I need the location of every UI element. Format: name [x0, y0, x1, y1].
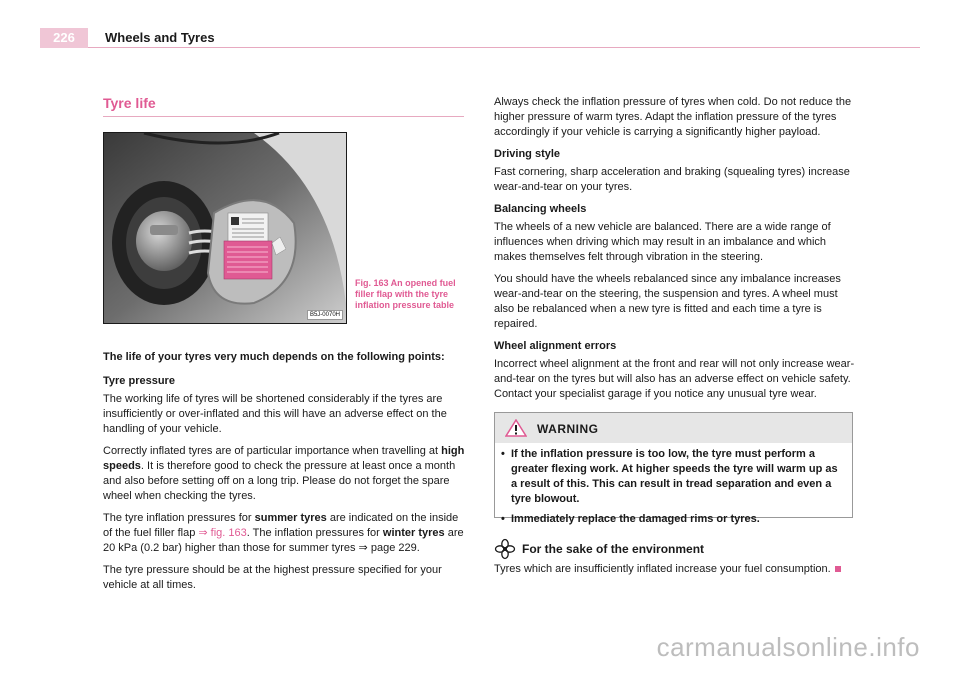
fuel-flap-illustration: [104, 133, 347, 324]
figure-link[interactable]: ⇒ fig. 163: [198, 527, 247, 539]
warning-body: [495, 443, 852, 527]
figure-caption: Fig. 163 An opened fuel filler flap with the tyre inflation pressure table: [355, 278, 456, 310]
header-title: Wheels and Tyres: [105, 30, 215, 45]
section-rule: [103, 116, 464, 117]
environment-note: [494, 538, 856, 577]
warning-triangle-icon: [505, 419, 527, 437]
paragraph-check-cold: Always check the inflation pressure of tyres when cold. Do not reduce the higher pressure of warm tyres. Adapt the inflation pressure of the tyres accordingly if your vehicle is carrying a significantly higher payload.: [494, 96, 852, 138]
watermark: carmanualsonline.info: [656, 632, 920, 662]
figure-code: B5J-0070H: [307, 310, 343, 320]
paragraph-summer-winter: The tyre inflation pressures for summer tyres are indicated on the inside of the fuel filler flap ⇒ fig. 163. The inflation pressures for winter tyres are 20 kPa (0.2 bar) higher than those for summer tyres ⇒ page 229.: [103, 512, 464, 554]
end-mark-icon: [835, 566, 841, 572]
warning-header: [495, 413, 852, 443]
subheading-balancing: Balancing wheels: [494, 203, 587, 215]
warning-item: • If the inflation pressure is too low, the tyre must perform a greater flexing work. At higher speeds the tyre will warm up as a result of this. This can result in tread separation and even a tyre blowout.: [501, 448, 838, 505]
paragraph-working-life: The working life of tyres will be shortened considerably if the tyres are insufficiently or over-inflated and this will have an adverse effect on the handling of your vehicle.: [103, 393, 447, 435]
environment-title: For the sake of the environment: [522, 542, 705, 556]
subheading-tyre-pressure: Tyre pressure: [103, 375, 175, 387]
paragraph-highest-pressure: The tyre pressure should be at the highest pressure specified for your vehicle at all times.: [103, 564, 442, 591]
paragraph-alignment: Incorrect wheel alignment at the front and rear will not only increase wear-and-tear on the tyres but will also has an adverse effect on vehicle safety. Contact your specialist garage if you notice any unusual tyre wear.: [494, 358, 855, 400]
page-number: 226: [40, 28, 88, 48]
paragraph-high-speeds: Correctly inflated tyres are of particular importance when travelling at high speeds. It is therefore good to check the pressure at least once a month and also before setting off on a long trip. Please do not forget the spare wheel when checking the tyres.: [103, 445, 465, 502]
environment-text: Tyres which are insufficiently inflated increase your fuel consumption.: [494, 562, 856, 577]
subheading-driving-style: Driving style: [494, 148, 561, 160]
warning-box: [494, 412, 853, 525]
warning-title: WARNING: [537, 422, 599, 436]
flower-icon: [494, 538, 516, 560]
paragraph-balancing-2: You should have the wheels rebalanced since any imbalance increases wear-and-tear on the steering, the suspension and tyres. A wheel must also be rebalanced when a new tyre is fitted and each time a tyre is repaired.: [494, 273, 841, 330]
paragraph-driving-style: Fast cornering, sharp acceleration and braking (squealing tyres) increase wear-and-tear on your tyres.: [494, 166, 850, 193]
subheading-alignment: Wheel alignment errors: [494, 340, 617, 352]
environment-header: [494, 538, 856, 560]
left-column: [103, 350, 465, 600]
header-rule: [88, 47, 920, 48]
warning-item: • Immediately replace the damaged rims or tyres.: [501, 513, 760, 525]
right-column: [494, 95, 856, 409]
paragraph-balancing-1: The wheels of a new vehicle are balanced. There are a wide range of influences when driving which may result in an imbalance and which makes themselves felt through vibration in the steering.: [494, 221, 831, 263]
intro-lead: The life of your tyres very much depends on the following points:: [103, 351, 445, 363]
bullet-icon: •: [501, 513, 505, 525]
bullet-icon: •: [501, 448, 505, 460]
section-title: Tyre life: [103, 95, 156, 111]
figure-fuel-filler-flap: [103, 132, 347, 324]
